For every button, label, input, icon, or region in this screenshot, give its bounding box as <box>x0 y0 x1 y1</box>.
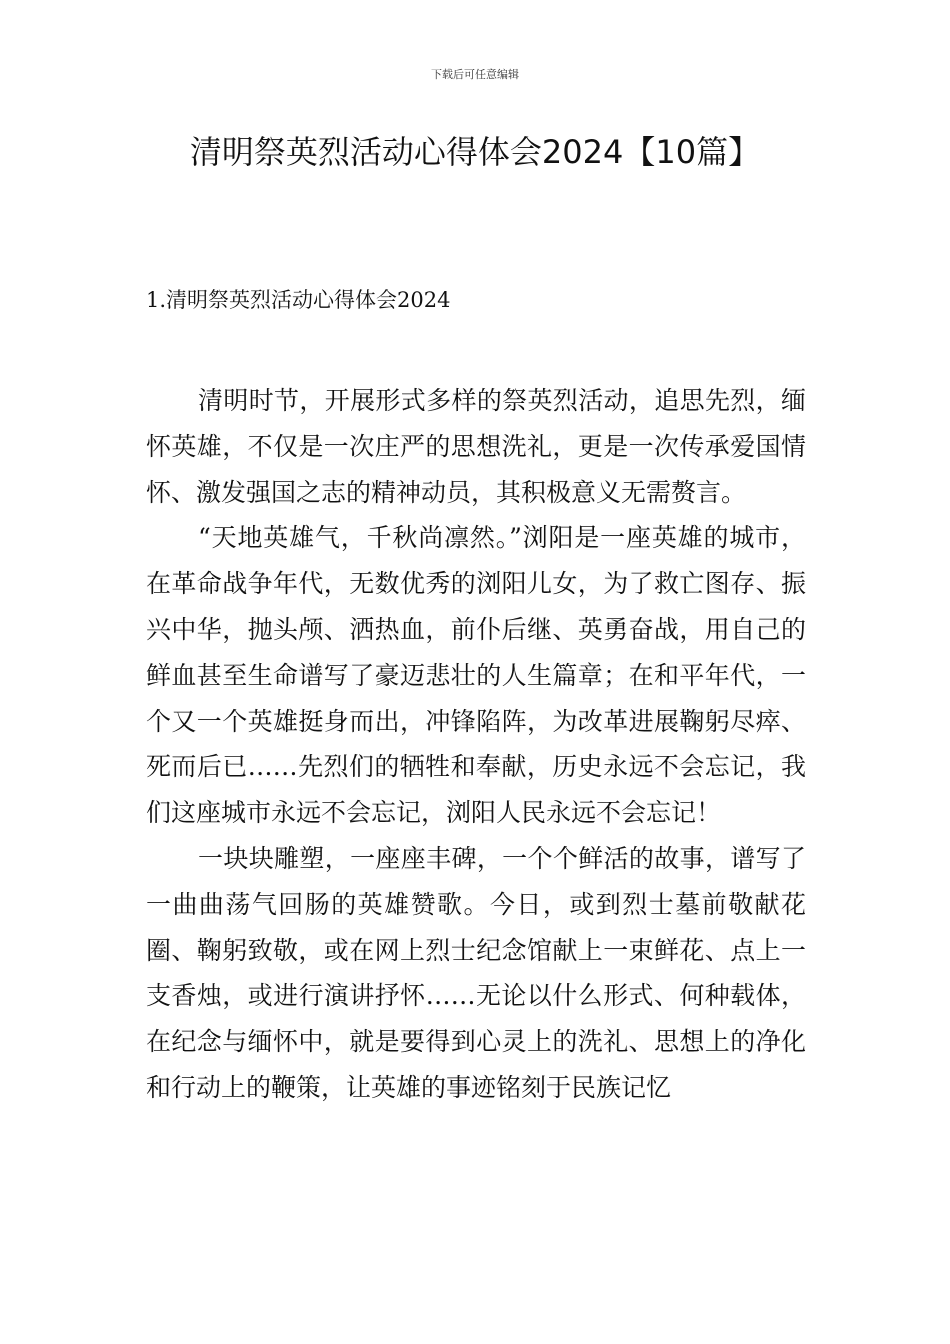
document-body <box>146 378 806 1111</box>
paragraph: 一块块雕塑，一座座丰碑，一个个鲜活的故事，谱写了一曲曲荡气回肠的英雄赞歌。今日，或到烈士墓前敬献花圈、鞠躬致敬，或在网上烈士纪念馆献上一束鲜花、点上一支香烛，或进行演讲抒怀……无论以什么形式、何种载体，在纪念与缅怀中，就是要得到心灵上的洗礼、思想上的净化和行动上的鞭策，让英雄的事迹铭刻于民族记忆 <box>146 843 806 1102</box>
paragraph: 清明时节，开展形式多样的祭英烈活动，追思先烈，缅怀英雄，不仅是一次庄严的思想洗礼，更是一次传承爱国情怀、激发强国之志的精神动员，其积极意义无需赘言。 <box>146 386 806 507</box>
section-heading: 1.清明祭英烈活动心得体会2024 <box>146 288 451 312</box>
document-title: 清明祭英烈活动心得体会2024【10篇】 <box>189 133 761 171</box>
header-note: 下载后可任意编辑 <box>431 68 519 81</box>
paragraph: “天地英雄气，千秋尚凛然。”浏阳是一座英雄的城市，在革命战争年代，无数优秀的浏阳儿女，为了救亡图存、振兴中华，抛头颅、洒热血，前仆后继、英勇奋战，用自己的鲜血甚至生命谱写了豪迈悲壮的人生篇章；在和平年代，一个又一个英雄挺身而出，冲锋陷阵，为改革进展鞠躬尽瘁、死而后已……先烈们的牺牲和奉献，历史永远不会忘记，我们这座城市永远不会忘记，浏阳人民永远不会忘记！ <box>146 523 806 828</box>
